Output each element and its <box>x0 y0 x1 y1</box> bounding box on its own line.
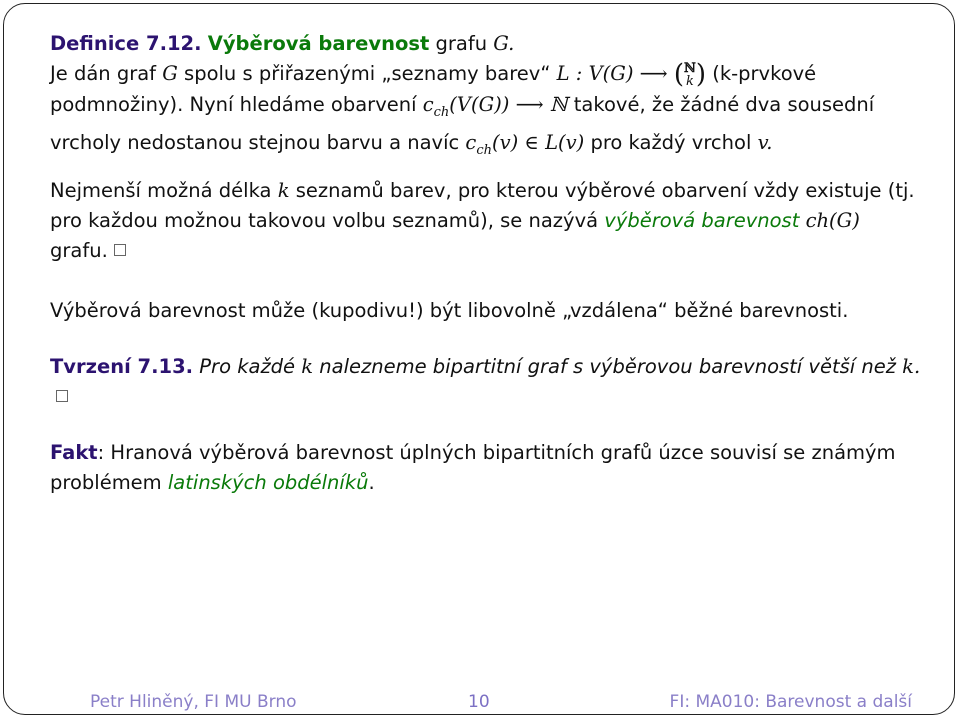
qed-box <box>56 390 68 402</box>
defined-term: výběrová barevnost <box>604 208 800 232</box>
theorem-text-a: Pro každé <box>199 354 296 378</box>
theorem-paragraph <box>50 352 930 412</box>
definition-title: Definice 7.12. <box>50 32 202 55</box>
remark-paragraph: Výběrová barevnost může (kupodivu!) být libovolně „vzdálena“ běžné barevnosti. <box>50 298 849 322</box>
list-function: L : V(G) ⟶ <box>556 62 668 85</box>
fact-text: : Hranová výběrová barevnost úplných bipartitních grafů úzce souvisí se známým problémem <box>50 440 896 494</box>
line3-a: podmnožiny). Nyní hledáme obarvení <box>50 92 417 116</box>
para2-b: seznamů barev, pro kterou výběrové obarvení vždy existuje (tj. pro každou možnou takovou volbu seznamů), se nazývá <box>50 178 915 232</box>
fact-link[interactable]: latinských obdélníků <box>167 470 369 494</box>
theorem-k-end: k. <box>902 354 921 378</box>
line4-a: vrcholy nedostanou stejnou barvu a navíc <box>50 130 460 154</box>
para2-a: Nejmenší možná délka <box>50 178 272 202</box>
slide-footer <box>0 692 960 716</box>
coloring-condition: $c_{ch}(v)$ ∈ L(v) <box>465 130 585 158</box>
qed-box <box>114 244 126 256</box>
binomial-symbol: ( ℕ k ) <box>673 59 707 90</box>
definition-paragraph: Definice 7.12. Výběrová barevnost grafu G. Je dán graf G spolu s přiřazenými „seznamy barev“ L : V(G) ⟶ ( ℕ k ) (k-prvkové podmnožiny). Nyní hledáme obarvení $c_{ch}(V(G))$ ⟶ ℕ takové, že žádné dva sousední vrcholy nedostanou stejnou barvu a navíc $c_{ch}(v)$ ∈ L(v) pro každý vrchol v. <box>50 32 875 158</box>
footer-author: Petr Hliněný, FI MU Brno <box>90 692 297 712</box>
line2-d: (k-prvkové <box>712 62 817 85</box>
para2-end: grafu. <box>50 238 108 262</box>
line4-b: pro každý vrchol <box>590 130 752 154</box>
theorem-text-b: nalezneme bipartitní graf s výběrovou barevností větší než <box>319 354 896 378</box>
graph-symbol: G. <box>493 32 515 55</box>
footer-course: FI: MA010: Barevnost a další <box>669 692 912 712</box>
definition-paragraph-2 <box>50 176 930 266</box>
line3-b: takové, že žádné dva sousední <box>573 92 875 116</box>
binomial-bottom: k <box>685 73 694 89</box>
definition-after-name: grafu <box>435 32 488 55</box>
fact-title: Fakt <box>50 440 98 464</box>
binomial-top: ℕ <box>683 60 696 76</box>
theorem-title: Tvrzení 7.13. <box>50 354 194 378</box>
vertex-symbol: v. <box>757 130 773 154</box>
slide-content <box>50 29 930 498</box>
coloring-function: $c_{ch}(V(G))$ ⟶ ℕ <box>422 92 568 120</box>
para2-k: k <box>277 178 290 202</box>
line2-b: spolu s přiřazenými „seznamy barev“ <box>184 62 551 85</box>
line2-a: Je dán graf <box>50 62 157 85</box>
fact-paragraph: Fakt: Hranová výběrová barevnost úplných bipartitních grafů úzce souvisí se známým problémem latinských obdélníků. <box>50 440 896 494</box>
footer-page-number: 10 <box>468 692 490 712</box>
theorem-k: k <box>301 354 314 378</box>
term-math: ch(G) <box>805 208 860 232</box>
definition-name: Výběrová barevnost <box>207 32 430 55</box>
